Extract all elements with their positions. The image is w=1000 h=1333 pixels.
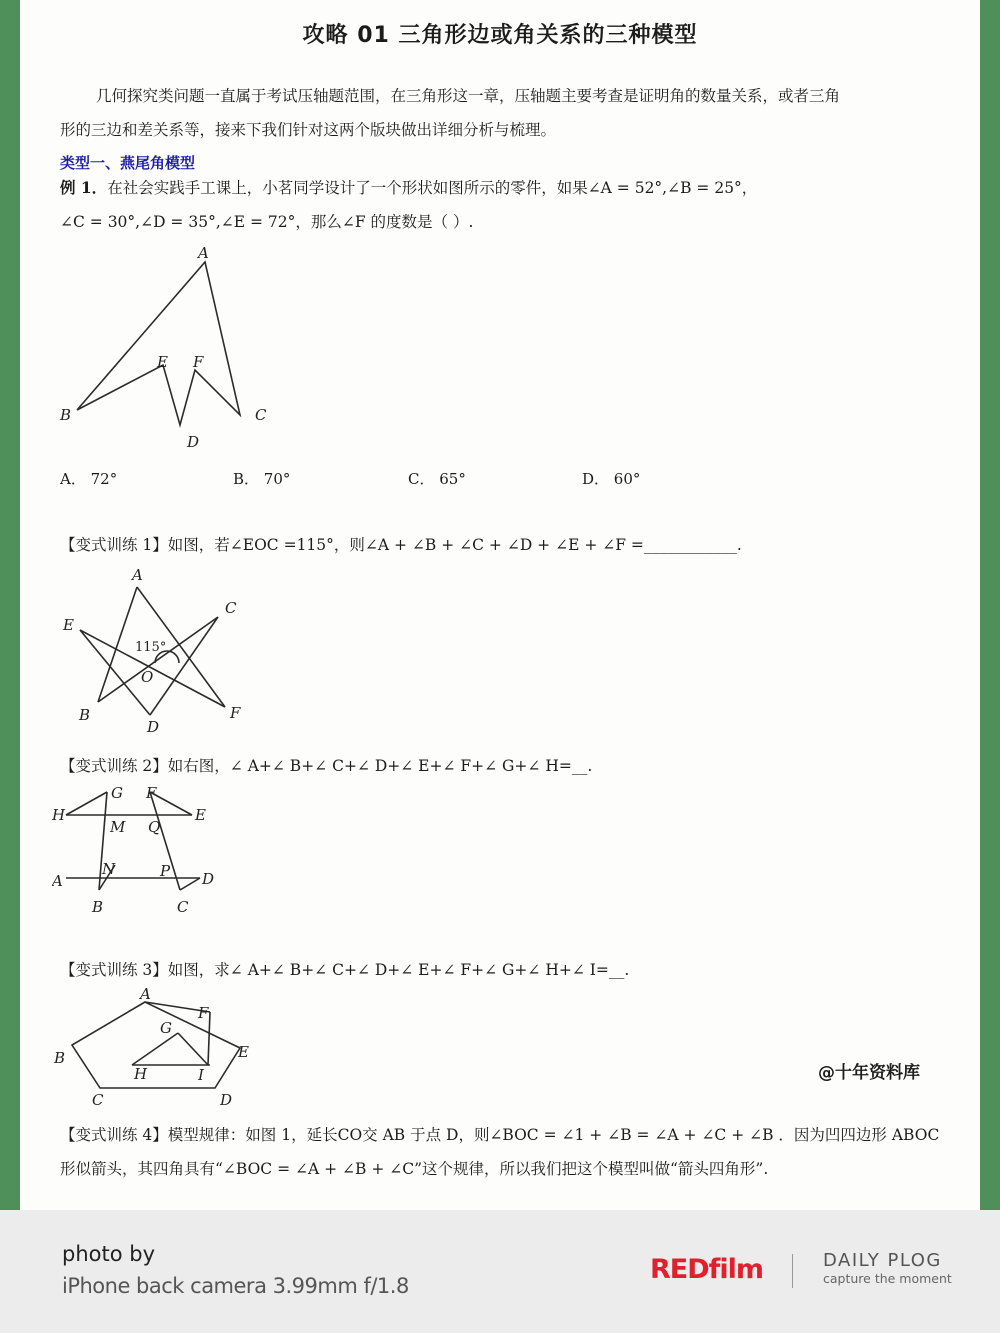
v1-label-f: F bbox=[230, 704, 241, 722]
variant2-text: 【变式训练 2】如右图，∠ A+∠ B+∠ C+∠ D+∠ E+∠ F+∠ G+∠ H=__. bbox=[60, 757, 593, 775]
v2-label-b: B bbox=[92, 898, 104, 916]
v2-label-m: M bbox=[110, 818, 126, 836]
option-a: A． 72° bbox=[60, 470, 118, 488]
v2-line-cd bbox=[180, 878, 200, 890]
fig1-label-b: B bbox=[60, 406, 72, 424]
figure-swallowtail bbox=[50, 240, 290, 455]
variant1-text: 【变式训练 1】如图，若∠EOC =115°，则∠A + ∠B + ∠C + ∠D + ∠E + ∠F =____________. bbox=[60, 536, 742, 554]
v1-label-o: O bbox=[141, 668, 154, 686]
v3-pentagon bbox=[72, 1002, 240, 1088]
figure-variant3 bbox=[50, 985, 270, 1110]
v3-label-c: C bbox=[92, 1091, 104, 1109]
fig1-label-e: E bbox=[157, 353, 168, 371]
fig1-label-c: C bbox=[255, 406, 267, 424]
v1-label-c: C bbox=[225, 599, 237, 617]
variant4-line-2: 形似箭头，其四角具有“∠BOC = ∠A + ∠B + ∠C”这个规律，所以我们把这个模型叫做“箭头四角形”. bbox=[60, 1160, 769, 1178]
fig1-label-f: F bbox=[193, 353, 204, 371]
fig1-label-a: A bbox=[198, 244, 209, 262]
v2-label-h: H bbox=[52, 806, 66, 824]
v1-line-ab bbox=[98, 587, 137, 702]
v1-label-e: E bbox=[63, 616, 74, 634]
v2-label-p: P bbox=[160, 862, 171, 880]
v3-line-gh bbox=[132, 1033, 178, 1065]
option-b: B． 70° bbox=[233, 470, 291, 488]
fig1-label-d: D bbox=[187, 433, 200, 451]
footer-divider bbox=[792, 1254, 793, 1288]
option-d: D． 60° bbox=[582, 470, 641, 488]
v2-label-f: F bbox=[146, 784, 157, 802]
v2-label-a: A bbox=[52, 872, 63, 890]
v1-label-b: B bbox=[79, 706, 91, 724]
fig1-outline bbox=[77, 262, 240, 425]
v2-line-hg bbox=[66, 792, 107, 815]
watermark: @十年资料库 bbox=[818, 1063, 920, 1083]
v1-line-bc bbox=[98, 617, 218, 702]
v2-label-c: C bbox=[177, 898, 189, 916]
v2-label-e: E bbox=[195, 806, 206, 824]
intro-line-2: 形的三边和差关系等，接来下我们针对这两个版块做出详细分析与梳理。 bbox=[60, 121, 557, 139]
brand-logo: REDfilm bbox=[650, 1254, 764, 1285]
v3-label-f: F bbox=[198, 1004, 209, 1022]
example-label: 例 1． bbox=[60, 178, 108, 197]
camera-info: iPhone back camera 3.99mm f/1.8 bbox=[62, 1274, 409, 1298]
v1-label-a: A bbox=[132, 566, 143, 584]
option-c: C． 65° bbox=[408, 470, 466, 488]
v3-label-g: G bbox=[160, 1019, 172, 1037]
v1-line-dc bbox=[150, 617, 218, 715]
figure-variant2 bbox=[52, 780, 242, 920]
v3-label-e: E bbox=[238, 1043, 249, 1061]
v3-label-i: I bbox=[198, 1066, 204, 1084]
daily-plog-label: DAILY PLOG bbox=[823, 1250, 942, 1271]
example-text: 在社会实践手工课上，小茗同学设计了一个形状如图所示的零件，如果∠A = 52°,∠B = 25°， bbox=[107, 179, 758, 197]
v3-label-a: A bbox=[140, 985, 151, 1003]
v3-line-gi bbox=[178, 1033, 208, 1065]
v3-label-d: D bbox=[220, 1091, 233, 1109]
document-page bbox=[20, 0, 980, 1210]
section-heading: 类型一、燕尾角模型 bbox=[60, 154, 196, 172]
v2-label-d: D bbox=[202, 870, 215, 888]
capture-tagline: capture the moment bbox=[823, 1271, 952, 1286]
v3-label-h: H bbox=[134, 1065, 148, 1083]
figure-variant1 bbox=[55, 565, 275, 740]
v2-label-g: G bbox=[111, 784, 123, 802]
v1-angle-label: 115° bbox=[135, 640, 167, 655]
v2-label-n: N bbox=[102, 860, 116, 878]
variant4-line-1: 【变式训练 4】模型规律：如图 1，延长CO交 AB 于点 D，则∠BOC = ∠1 + ∠B = ∠A + ∠C + ∠B ．因为凹四边形 ABOC bbox=[60, 1126, 940, 1144]
v3-label-b: B bbox=[54, 1049, 66, 1067]
example-line-2: ∠C = 30°,∠D = 35°,∠E = 72°，那么∠F 的度数是（ ）. bbox=[60, 213, 474, 231]
photo-by-label: photo by bbox=[62, 1242, 156, 1266]
v2-label-q: Q bbox=[148, 818, 161, 836]
v1-label-d: D bbox=[147, 718, 160, 736]
intro-line-1: 几何探究类问题一直属于考试压轴题范围，在三角形这一章，压轴题主要考查是证明角的数量关系，或者三角 bbox=[96, 87, 841, 105]
page-title: 攻略 01 三角形边或角关系的三种模型 bbox=[302, 23, 698, 48]
variant3-text: 【变式训练 3】如图，求∠ A+∠ B+∠ C+∠ D+∠ E+∠ F+∠ G+∠ H+∠ I=__. bbox=[60, 961, 630, 979]
example-line-1 bbox=[60, 176, 757, 198]
